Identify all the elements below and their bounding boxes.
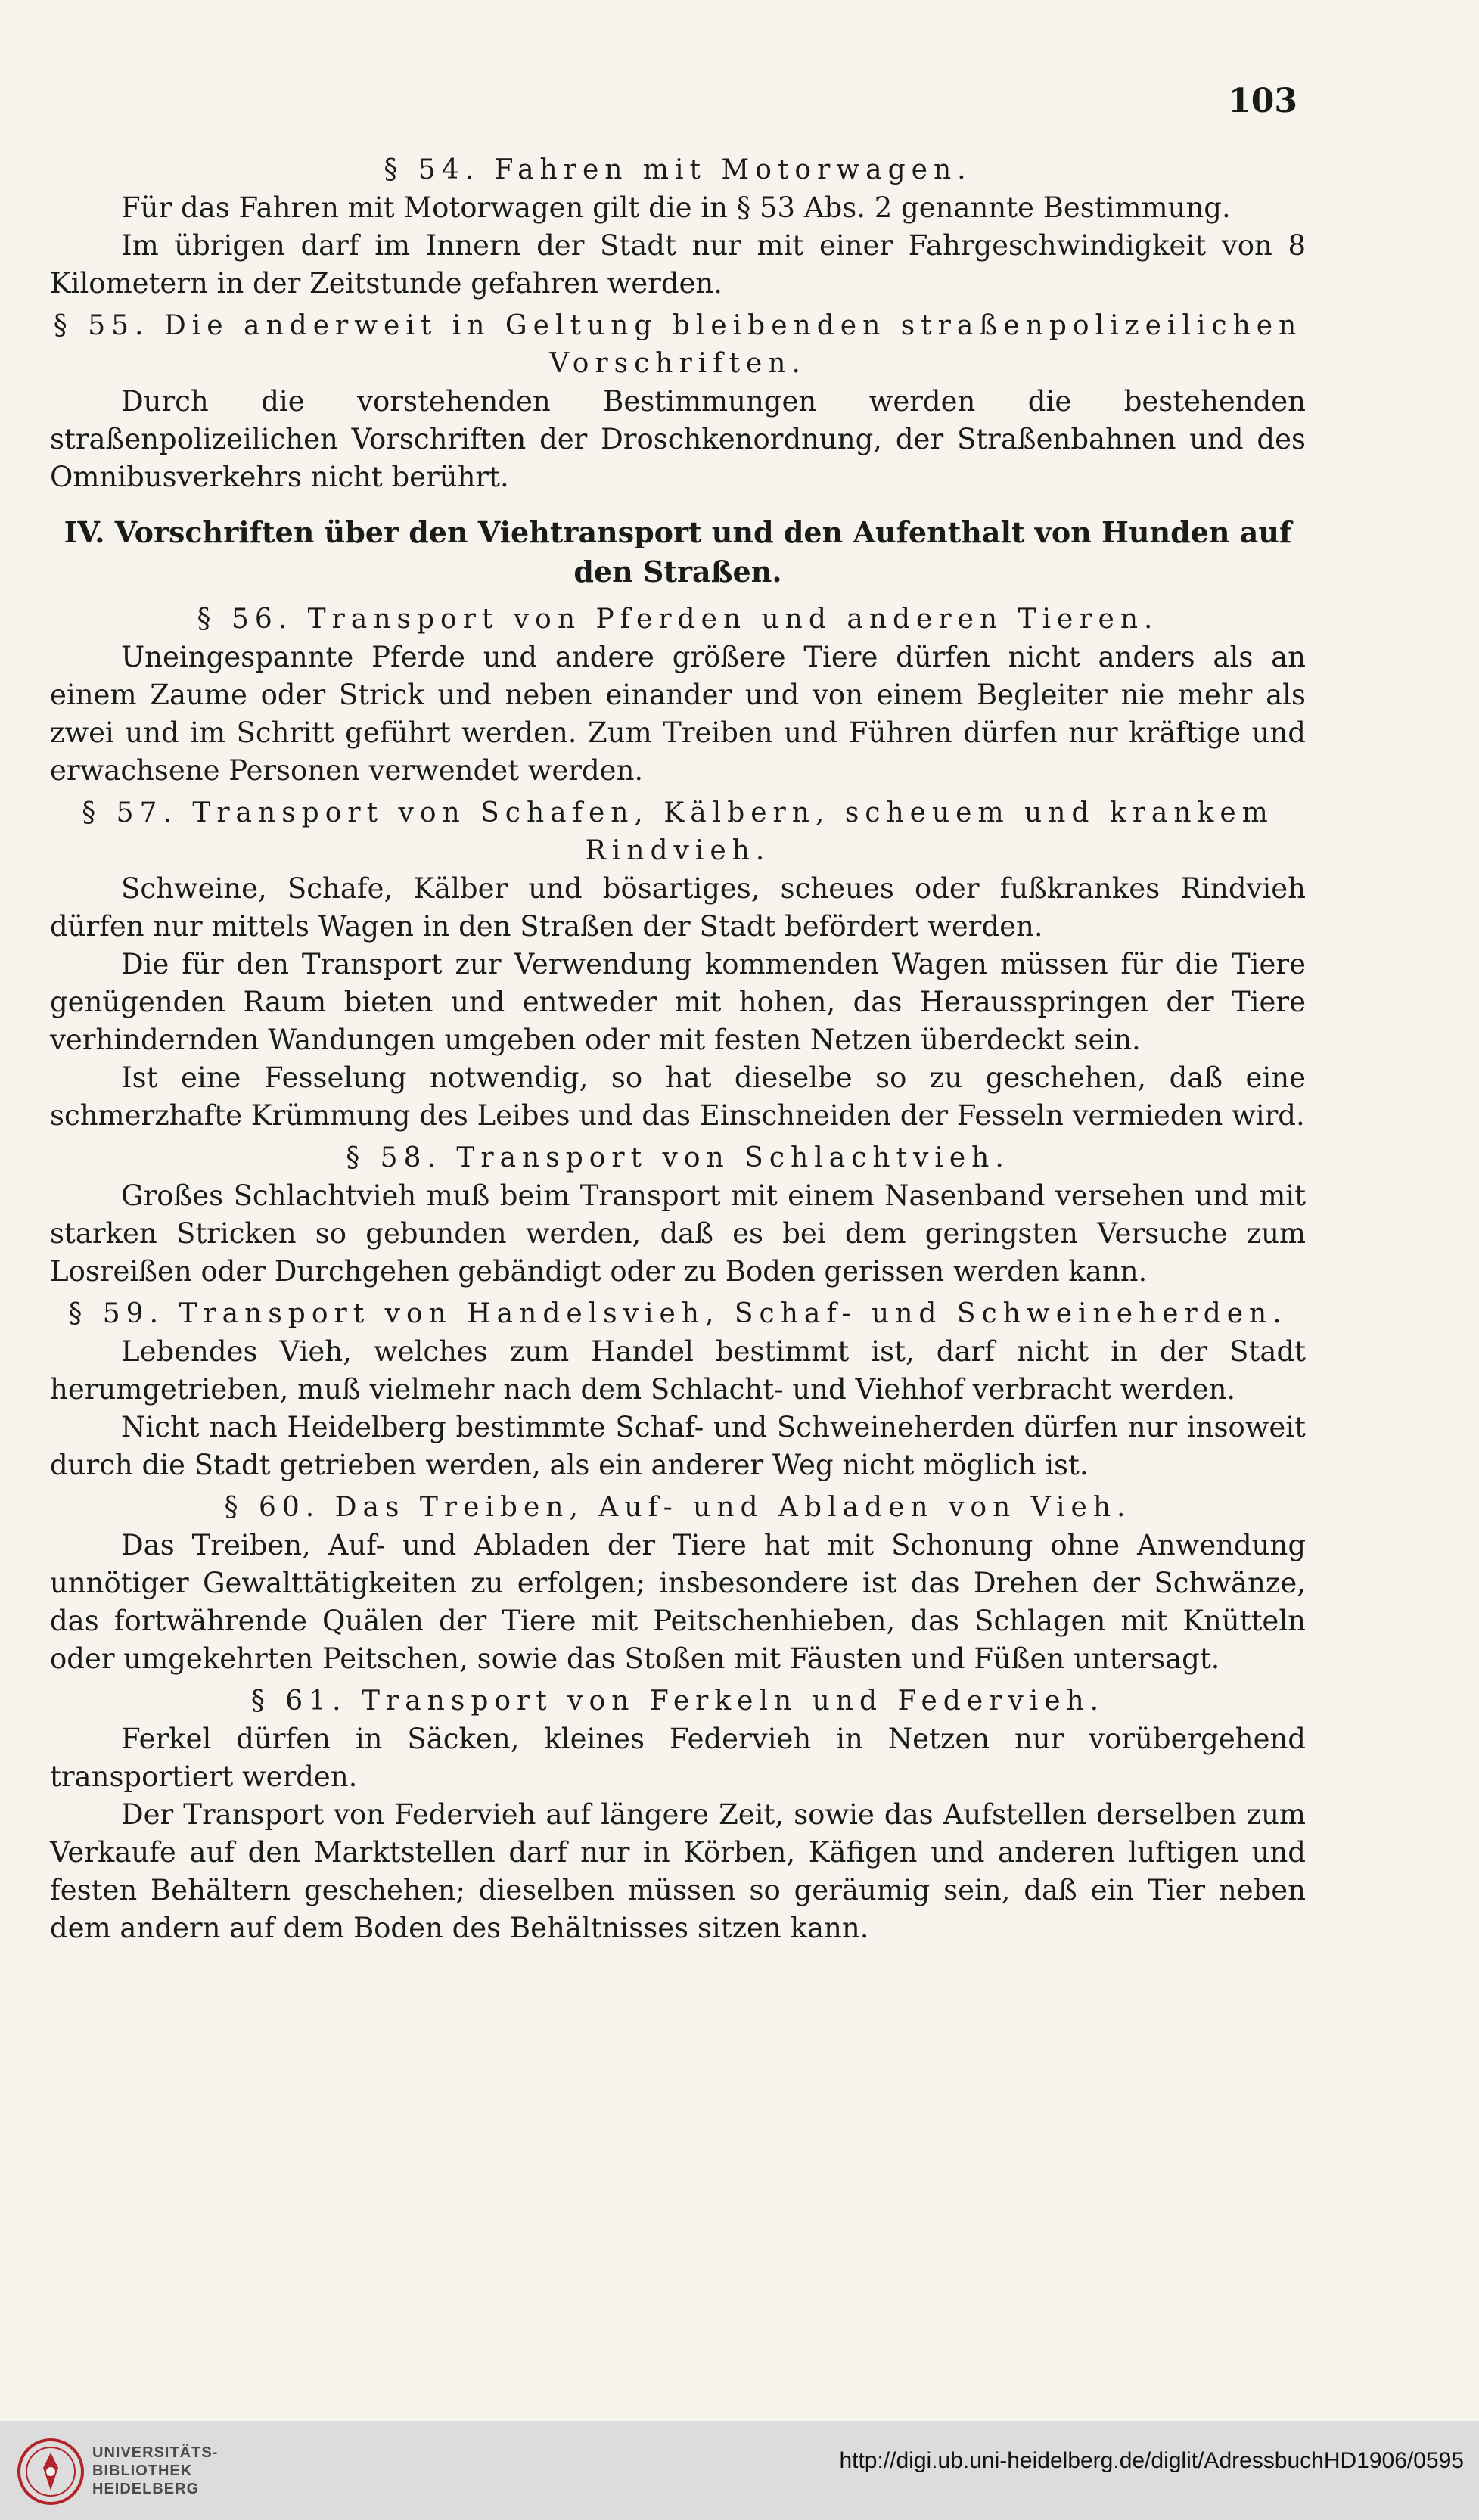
logo-line: BIBLIOTHEK xyxy=(92,2463,193,2479)
footer-bar xyxy=(0,2421,1479,2520)
section-title: § 56. Transport von Pferden und anderen Tieren. xyxy=(197,604,1159,635)
logo-line: HEIDELBERG xyxy=(92,2481,200,2497)
section-title: § 57. Transport von Schafen, Kälbern, scheuem und krankem Rindvieh. xyxy=(82,797,1274,866)
paragraph: Ferkel dürfen in Säcken, kleines Federvieh in Netzen nur vorübergehend transportiert werden. xyxy=(50,1723,1306,1793)
paragraph: Der Transport von Federvieh auf längere Zeit, sowie das Aufstellen derselben zum Verkaufe auf den Marktstellen darf nur in Körben, Käfigen und anderen luftigen und festen Behältern geschehen; dieselben müssen so geräumig sein, daß ein Tier neben dem andern auf dem Boden des Behältnisses sitzen kann. xyxy=(50,1798,1306,1944)
paragraph: Großes Schlachtvieh muß beim Transport mit einem Nasenband versehen und mit starken Stricken so gebunden werden, daß es bei dem geringsten Versuche zum Losreißen oder Durchgehen gebändigt oder zu Boden gerissen werden kann. xyxy=(50,1179,1306,1288)
logo-line: UNIVERSITÄTS- xyxy=(92,2444,219,2461)
section-title: § 60. Das Treiben, Auf- und Abladen von Vieh. xyxy=(224,1492,1132,1523)
paragraph: Uneingespannte Pferde und andere größere Tiere dürfen nicht anders als an einem Zaume oder Strick und neben einander und von einem Begleiter nie mehr als zwei und im Schritt geführt werden. Zum Treiben und Führen dürfen nur kräftige und erwachsene Personen verwendet werden. xyxy=(50,641,1306,787)
page-number: 103 xyxy=(1228,82,1297,120)
section-title: § 61. Transport von Ferkeln und Federvieh. xyxy=(250,1686,1105,1717)
paragraph: Schweine, Schafe, Kälber und bösartiges, scheues oder fußkrankes Rindvieh dürfen nur mittels Wagen in den Straßen der Stadt befördert werden. xyxy=(50,872,1306,943)
library-logo-text xyxy=(92,2444,218,2498)
part-heading: IV. Vorschriften über den Viehtransport und den Aufenthalt von Hunden auf den Straßen. xyxy=(64,515,1292,589)
section-title: § 54. Fahren mit Motorwagen. xyxy=(384,154,972,185)
university-seal-icon xyxy=(17,2438,85,2506)
paragraph: Durch die vorstehenden Bestimmungen werden die bestehenden straßenpolizeilichen Vorschriften der Droschkenordnung, der Straßenbahnen und des Omnibusverkehrs nicht berührt. xyxy=(50,385,1306,493)
section-title: § 58. Transport von Schlachtvieh. xyxy=(346,1142,1010,1173)
section-title: § 55. Die anderweit in Geltung bleibenden straßenpolizeilichen Vorschriften. xyxy=(53,310,1303,379)
paragraph: Das Treiben, Auf- und Abladen der Tiere hat mit Schonung ohne Anwendung unnötiger Gewalttätigkeiten zu erfolgen; insbesondere ist das Drehen der Schwänze, das fortwährende Quälen der Tiere mit Peitschenhieben, das Schlagen mit Knütteln oder umgekehrten Peitschen, sowie das Stoßen mit Fäusten und Füßen untersagt. xyxy=(50,1529,1306,1675)
paragraph: Nicht nach Heidelberg bestimmte Schaf- und Schweineherden dürfen nur insoweit durch die Stadt getrieben werden, als ein anderer Weg nicht möglich ist. xyxy=(50,1411,1306,1481)
document-body xyxy=(50,151,1306,2285)
section-title: § 59. Transport von Handelsvieh, Schaf- und Schweineherden. xyxy=(68,1298,1288,1329)
paragraph: Die für den Transport zur Verwendung kommenden Wagen müssen für die Tiere genügenden Raum bieten und entweder mit hohen, das Herausspringen der Tiere verhindernden Wandungen umgeben oder mit festen Netzen überdeckt sein. xyxy=(50,948,1306,1056)
source-url-link[interactable]: http://digi.ub.uni-heidelberg.de/diglit/AdressbuchHD1906/0595 xyxy=(839,2448,1464,2473)
paragraph: Für das Fahren mit Motorwagen gilt die in § 53 Abs. 2 genannte Bestimmung. xyxy=(121,191,1231,224)
paragraph: Im übrigen darf im Innern der Stadt nur mit einer Fahrgeschwindigkeit von 8 Kilometern in der Zeitstunde gefahren werden. xyxy=(50,229,1306,300)
paragraph: Lebendes Vieh, welches zum Handel bestimmt ist, darf nicht in der Stadt herumgetrieben, muß vielmehr nach dem Schlacht- und Viehhof verbracht werden. xyxy=(50,1335,1306,1406)
paragraph: Ist eine Fesselung notwendig, so hat dieselbe so zu geschehen, daß eine schmerzhafte Krümmung des Leibes und das Einschneiden der Fesseln vermieden wird. xyxy=(50,1061,1306,1132)
